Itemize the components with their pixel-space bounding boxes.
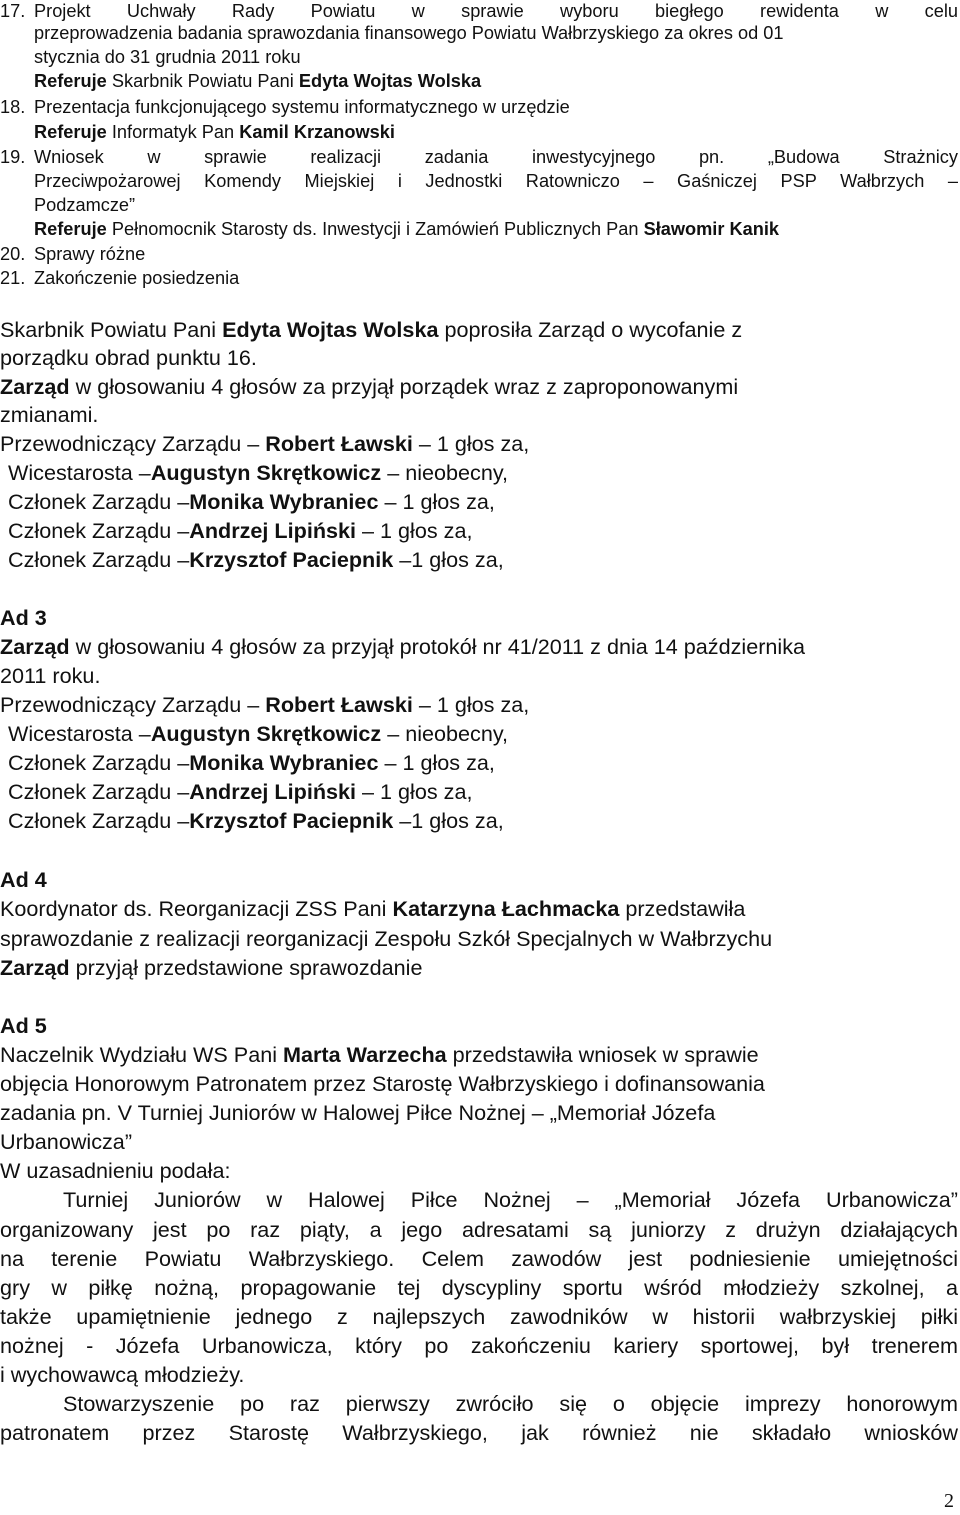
presenter-name: Kamil Krzanowski xyxy=(239,122,395,142)
vote-name: Monika Wybraniec xyxy=(189,750,379,775)
vote-role: Wicestarosta – xyxy=(8,721,151,746)
justification-line: i wychowawcą młodzieży. xyxy=(0,1362,245,1387)
ad4-statement xyxy=(0,895,745,923)
text-span: w głosowaniu 4 głosów za przyjął protokół nr 41/2011 z dnia 14 października xyxy=(69,634,806,659)
vote-row xyxy=(8,807,504,835)
vote-row xyxy=(8,546,504,574)
vote-role: Członek Zarządu – xyxy=(8,808,190,833)
vote-row xyxy=(8,778,472,806)
item-text: Wniosek w sprawie realizacji zadania inwestycyjnego pn. „Budowa Strażnicy xyxy=(34,147,958,167)
text-span: Skarbnik Powiatu Pani xyxy=(0,317,223,342)
presenter-role: Informatyk Pan xyxy=(111,122,235,142)
board-label: Zarząd xyxy=(0,634,70,659)
agenda-item-17-line2: przeprowadzenia badania sprawozdania finansowego Powiatu Wałbrzyskiego za okres od 01 xyxy=(34,23,784,43)
vote-row xyxy=(8,517,472,545)
presenter-name: Edyta Wojtas Wolska xyxy=(298,71,482,91)
vote-row xyxy=(8,720,508,748)
justification-line: nożnej - Józefa Urbanowicza, który po zakończeniu kariery sportowej, był trenerem xyxy=(0,1333,958,1358)
presenter-label: Referuje xyxy=(34,219,107,239)
vote-name: Andrzej Lipiński xyxy=(189,779,357,804)
agenda-item-20 xyxy=(0,243,145,265)
ad5-statement xyxy=(0,1041,759,1069)
vote-result: – 1 głos za, xyxy=(356,518,473,543)
vote-result: – 1 głos za, xyxy=(378,489,495,514)
withdrawal-statement xyxy=(0,316,742,344)
section-heading-ad4: Ad 4 xyxy=(0,867,47,892)
justification-label: W uzasadnieniu podała: xyxy=(0,1158,231,1183)
item-number: 17. xyxy=(0,1,26,21)
agenda-item-19-presenter xyxy=(34,218,779,240)
item-number: 20. xyxy=(0,244,26,264)
agenda-item-19 xyxy=(0,146,958,168)
vote-result: –1 głos za, xyxy=(393,547,504,572)
justification-line: organizowany jest po raz piąty, a jego adresatami są juniorzy z drużyn działających xyxy=(0,1217,958,1242)
vote-name: Krzysztof Paciepnik xyxy=(189,547,394,572)
text-span: przyjął przedstawione sprawozdanie xyxy=(69,955,423,980)
agenda-item-17-presenter xyxy=(34,70,481,92)
vote-name: Monika Wybraniec xyxy=(189,489,379,514)
agenda-item-17-line3: stycznia do 31 grudnia 2011 roku xyxy=(34,47,301,67)
presenter-name: Sławomir Kanik xyxy=(643,219,780,239)
agenda-vote-statement xyxy=(0,373,738,401)
justification-line: Stowarzyszenie po raz pierwszy zwróciło się o objęcie imprezy honorowym xyxy=(63,1391,958,1416)
vote-result: – 1 głos za, xyxy=(356,779,473,804)
presenter-label: Referuje xyxy=(34,71,107,91)
vote-role: Członek Zarządu – xyxy=(8,518,190,543)
vote-row xyxy=(8,488,495,516)
agenda-item-18 xyxy=(0,96,570,118)
agenda-item-19-line3: Podzamcze” xyxy=(34,195,136,215)
vote-name: Andrzej Lipiński xyxy=(189,518,357,543)
vote-row xyxy=(8,749,495,777)
board-label: Zarząd xyxy=(0,955,70,980)
agenda-vote-statement-line2: zmianami. xyxy=(0,402,99,427)
text-span: przedstawiła xyxy=(619,896,746,921)
agenda-item-18-presenter xyxy=(34,121,395,143)
vote-result: –1 głos za, xyxy=(393,808,504,833)
ad5-statement-line3: zadania pn. V Turniej Juniorów w Halowej Piłce Nożnej – „Memoriał Józefa xyxy=(0,1100,716,1125)
text-span: w głosowaniu 4 głosów za przyjął porządek wraz z zaproponowanymi xyxy=(69,374,739,399)
presenter-role: Pełnomocnik Starosty ds. Inwestycji i Zamówień Publicznych Pan xyxy=(111,219,639,239)
vote-role: Przewodniczący Zarządu – xyxy=(0,692,266,717)
ad4-decision xyxy=(0,954,423,982)
text-span: Naczelnik Wydziału WS Pani xyxy=(0,1042,284,1067)
text-span: Koordynator ds. Reorganizacji ZSS Pani xyxy=(0,896,393,921)
vote-role: Członek Zarządu – xyxy=(8,547,190,572)
person-name: Marta Warzecha xyxy=(283,1042,447,1067)
item-text: Sprawy różne xyxy=(34,244,146,264)
vote-name: Robert Ławski xyxy=(265,431,413,456)
vote-result: – 1 głos za, xyxy=(412,692,530,717)
vote-result: – nieobecny, xyxy=(381,721,509,746)
justification-line: na terenie Powiatu Wałbrzyskiego. Celem zawodów jest podniesienie umiejętności xyxy=(0,1246,958,1271)
vote-role: Członek Zarządu – xyxy=(8,750,190,775)
ad4-statement-line2: sprawozdanie z realizacji reorganizacji Zespołu Szkół Specjalnych w Wałbrzychu xyxy=(0,926,773,951)
section-heading-ad5: Ad 5 xyxy=(0,1013,47,1038)
vote-result: – 1 głos za, xyxy=(412,431,530,456)
vote-row xyxy=(8,459,508,487)
justification-line: Turniej Juniorów w Halowej Piłce Nożnej – „Memoriał Józefa Urbanowicza” xyxy=(63,1187,958,1212)
ad3-statement xyxy=(0,633,805,661)
vote-role: Przewodniczący Zarządu – xyxy=(0,431,266,456)
agenda-item-17 xyxy=(0,0,958,22)
page-number: 2 xyxy=(944,1490,954,1512)
item-number: 21. xyxy=(0,268,26,288)
person-name: Edyta Wojtas Wolska xyxy=(222,317,439,342)
text-span: przedstawiła wniosek w sprawie xyxy=(446,1042,759,1067)
justification-line: patronatem przez Starostę Wałbrzyskiego, jak również nie składało wniosków xyxy=(0,1420,958,1445)
ad5-statement-line2: objęcia Honorowym Patronatem przez Starostę Wałbrzyskiego i dofinansowania xyxy=(0,1071,765,1096)
vote-name: Robert Ławski xyxy=(265,692,413,717)
vote-result: – 1 głos za, xyxy=(378,750,495,775)
item-number: 19. xyxy=(0,147,26,167)
agenda-item-19-line2: Przeciwpożarowej Komendy Miejskiej i Jednostki Ratowniczo – Gaśniczej PSP Wałbrzych – xyxy=(34,171,958,191)
vote-name: Augustyn Skrętkowicz xyxy=(150,721,382,746)
item-text: Projekt Uchwały Rady Powiatu w sprawie wyboru biegłego rewidenta w celu xyxy=(34,1,958,21)
board-label: Zarząd xyxy=(0,374,70,399)
justification-line: także upamiętnienie jednego z najlepszych zawodników w historii wałbrzyskiej piłki xyxy=(0,1304,958,1329)
agenda-item-21 xyxy=(0,267,239,289)
item-text: Zakończenie posiedzenia xyxy=(34,268,240,288)
item-number: 18. xyxy=(0,97,26,117)
presenter-role: Skarbnik Powiatu Pani xyxy=(111,71,294,91)
item-text: Prezentacja funkcjonującego systemu informatycznego w urzędzie xyxy=(34,97,570,117)
vote-name: Augustyn Skrętkowicz xyxy=(150,460,382,485)
vote-role: Wicestarosta – xyxy=(8,460,151,485)
vote-row xyxy=(0,430,529,458)
presenter-label: Referuje xyxy=(34,122,107,142)
vote-role: Członek Zarządu – xyxy=(8,489,190,514)
vote-row xyxy=(0,691,529,719)
withdrawal-statement-line2: porządku obrad punktu 16. xyxy=(0,345,257,370)
person-name: Katarzyna Łachmacka xyxy=(392,896,620,921)
ad3-statement-line2: 2011 roku. xyxy=(0,663,101,688)
vote-name: Krzysztof Paciepnik xyxy=(189,808,394,833)
section-heading-ad3: Ad 3 xyxy=(0,605,47,630)
ad5-statement-line4: Urbanowicza” xyxy=(0,1129,133,1154)
vote-role: Członek Zarządu – xyxy=(8,779,190,804)
text-span: poprosiła Zarząd o wycofanie z xyxy=(438,317,743,342)
justification-line: gry w piłkę nożną, propagowanie tej dyscypliny sportu wśród młodzieży szkolnej, a xyxy=(0,1275,958,1300)
vote-result: – nieobecny, xyxy=(381,460,509,485)
